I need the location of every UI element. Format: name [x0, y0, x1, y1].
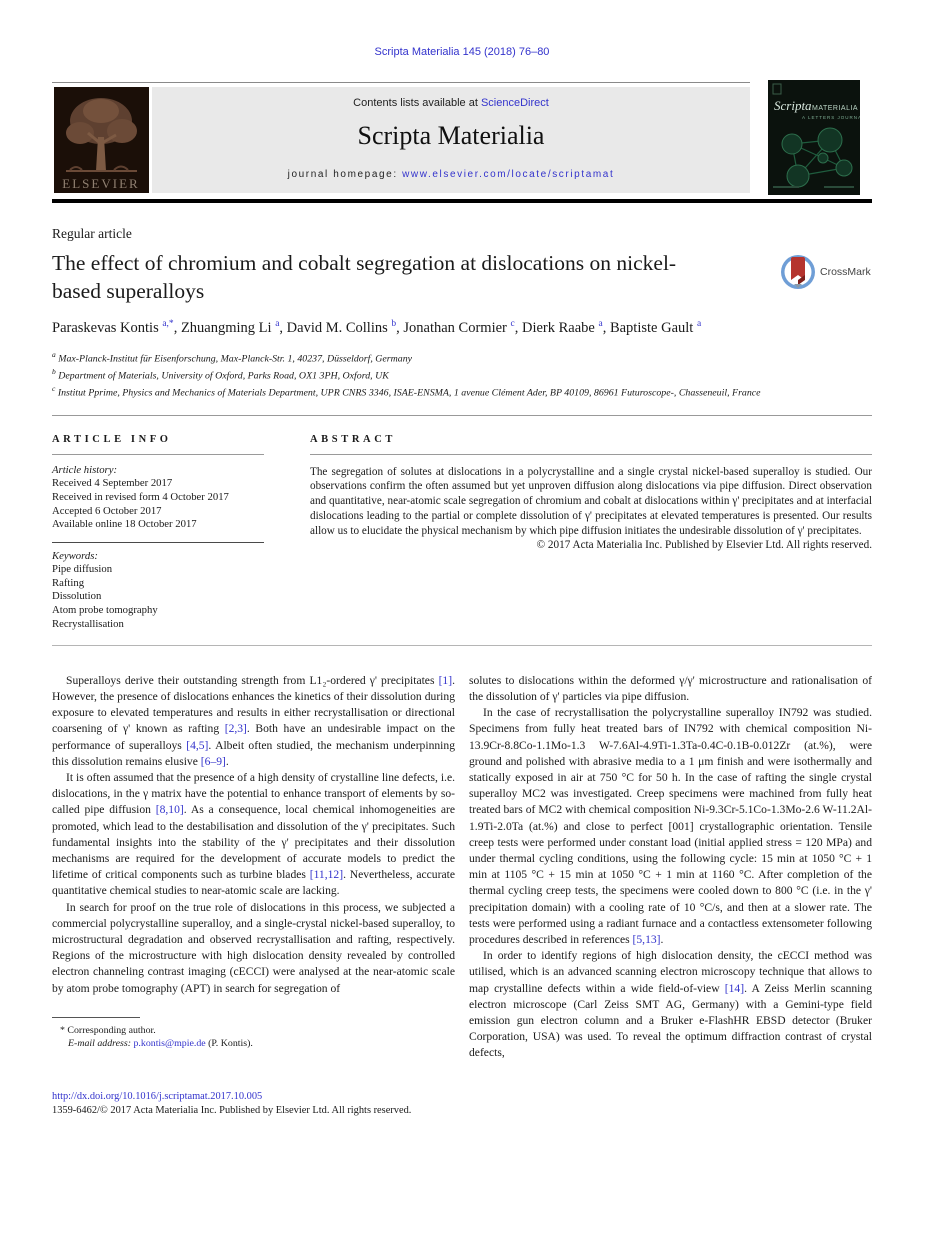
history-list: [52, 477, 264, 531]
masthead-top-rule: [52, 82, 750, 83]
homepage-label: journal homepage:: [287, 169, 398, 180]
author-affiliation-sup[interactable]: a,*: [162, 319, 174, 329]
history-item: Received 4 September 2017: [52, 477, 173, 490]
crossmark-label: CrossMark: [820, 266, 871, 278]
crossmark-badge[interactable]: [780, 254, 872, 290]
journal-citation-link[interactable]: Scripta Materialia 145 (2018) 76–80: [374, 46, 550, 58]
body-paragraph: solutes to dislocations within the deformed γ/γ' microstructure and rationalisation of the dissolution of γ' particles via pipe diffusion.: [469, 673, 872, 703]
journal-title: Scripta Materialia: [357, 121, 545, 150]
journal-cover-icon: [768, 80, 860, 195]
abstract-heading: ABSTRACT: [310, 433, 396, 445]
email-link[interactable]: p.kontis@mpie.de: [133, 1038, 206, 1050]
right-paragraphs: [469, 673, 872, 1062]
sciencedirect-link[interactable]: ScienceDirect: [480, 97, 549, 109]
affiliation-list: [52, 348, 872, 400]
masthead-graybox: [152, 87, 750, 193]
body-paragraph: In the case of recrystallisation the polycrystalline superalloy IN792 was studied. Specimens from fully heat treated bars of IN792 with chemical composition Ni-13.9Cr-8.8Co-1.1Mo-1.3 W-7.6Al-4.9Ti-1.3Ta-0.4C-0.1B-0.012Zr (at.%), were ground and polished with abrasive media to a 1 μm finish and were isothermally and statically exposed in air at 750 °C for 50 h. In the case of rafting the single crystal superalloy MC2 was investigated. Creep specimens were machined from fully heat treated bars of MC2 with chemical composition Ni-9.3Cr-5.1Co-1.3Mo-2.6 W-11.2Al-1.9Ti-2.0Ta (at.%) and close to perfect [001] crystallographic orientation. Tensile creep tests were performed under constant load (initial applied stress = 120 MPa) and under thermal cycling conditions, using the following cycle: 15 min at 1050 °C + 1 min at 1105 °C + 15 min at 1050 °C + 1 min at 1160 °C. After completion of the thermal cycling creep tests, the specimens were cooled down to 800 °C (i.e. in the γ' precipitation domain) with a cooling rate of 10 °C/s, and then at a slower rate. The tests were performed using a radiant furnace and a contactless extensometer following procedures described in references [5,13].: [469, 706, 872, 946]
author-affiliation-sup[interactable]: b: [391, 319, 397, 329]
cover-title-script: Scripta: [774, 98, 812, 113]
citation-ref[interactable]: [6–9]: [200, 754, 226, 768]
body-column-left: [52, 673, 455, 1062]
keyword-item: Dissolution: [52, 590, 102, 603]
issn-copyright-line: 1359-6462/© 2017 Acta Materialia Inc. Published by Elsevier Ltd. All rights reserved.: [52, 1105, 412, 1117]
crossmark-icon: [780, 254, 816, 290]
history-item: Available online 18 October 2017: [52, 518, 197, 531]
author-list: [52, 319, 872, 337]
citation-ref[interactable]: [5,13]: [632, 932, 661, 946]
doi-link[interactable]: http://dx.doi.org/10.1016/j.scriptamat.2017.10.005: [52, 1090, 263, 1102]
body-column-right: [469, 673, 872, 1062]
affiliation: $^c$ Institut Pprime, Physics and Mechanics of Materials Department, UPR CNRS 3346, ISAE-ENSMA, 1 avenue Clément Ader, BP 40109, 86961 Futuroscope-, Chasseneuil, France: [52, 384, 761, 399]
author-affiliation-sup[interactable]: c: [510, 319, 515, 329]
history-item: Accepted 6 October 2017: [52, 504, 162, 517]
body-paragraph: In order to identify regions of high dislocation density, the cECCI method was utilised, which is an advanced scanning electron microscopy technique that allows to map crystalline defects within a wide field-of-view [14]. A Zeiss Merlin scanning electron microscope (Carl Zeiss SMT AG, Germany) with a Gemini-type field emission gun electron column and a Bruker e-FlashHR EBSD detector (Bruker Corporation, USA) was used. To reveal the optimum diffraction contrast of crystal defects,: [469, 949, 872, 1060]
author: Jonathan Cormier $^c$,: [403, 319, 522, 336]
keywords-label: Keywords:: [52, 549, 98, 562]
article-type-label: Regular article: [52, 226, 132, 241]
author: Paraskevas Kontis $^{a,*}$,: [52, 319, 181, 336]
article-title: The effect of chromium and cobalt segregation at dislocations on nickel-based superalloys: [52, 251, 677, 303]
article-info-column: [52, 416, 264, 645]
affiliation: $^b$ Department of Materials, University of Oxford, Parks Road, OX1 3PH, Oxford, UK: [52, 367, 389, 382]
abstract-bottom-rule: [52, 645, 872, 646]
affiliation: $^a$ Max-Planck-Institut für Eisenforschung, Max-Planck-Str. 1, 40237, Düsseldorf, Germany: [52, 349, 413, 365]
body-paragraph: Superalloys derive their outstanding strength from L1₂-ordered γ' precipitates [1]. However, the presence of dislocations enhances the kinetics of their dissolution during exposure to elevated temperatures and results in either recrystallisation or directional coarsening of γ' known as rafting [2,3]. Both have an undesirable impact on the performance of superalloys [4,5]. Albeit often studied, the mechanism underpinning this dissolution remains elusive [6–9].: [52, 673, 456, 768]
citation-ref[interactable]: [8,10]: [155, 803, 184, 817]
citation-ref[interactable]: [4,5]: [186, 738, 209, 752]
email-suffix: (P. Kontis).: [208, 1038, 253, 1050]
citation-ref[interactable]: [14]: [724, 981, 745, 995]
keyword-item: Recrystallisation: [52, 617, 124, 630]
author: David M. Collins $^b$,: [286, 319, 404, 336]
article-info-heading: ARTICLE INFO: [52, 433, 172, 445]
contents-prefix: Contents lists available at: [353, 97, 478, 109]
abstract-column: [310, 416, 872, 645]
author: Baptiste Gault $^a$: [609, 319, 702, 336]
cover-subtitle: A LETTERS JOURNAL: [802, 115, 860, 120]
corresponding-author-footnote: [52, 1017, 455, 1051]
journal-cover-image: [768, 80, 860, 195]
citation-ref[interactable]: [1]: [438, 673, 453, 687]
footnote-rule: [52, 1017, 140, 1018]
citation-ref[interactable]: [2,3]: [224, 722, 247, 736]
abstract-copyright: © 2017 Acta Materialia Inc. Published by Elsevier Ltd. All rights reserved.: [536, 539, 872, 552]
author-affiliation-sup[interactable]: a: [598, 319, 603, 329]
keyword-item: Rafting: [52, 576, 85, 589]
abstract-text: The segregation of solutes at dislocations in a polycrystalline and a single crystal nickel-based superalloy is studied. Our observations confirm the often assumed but yet unproven diffusion along dislocations via pipe diffusion. Direct observation and quantitative, near-atomic scale segregation of chromium and cobalt at dislocations within γ' precipitates and at interfacial dislocations leading to the partial or complete dissolution of γ' precipitates at elevated temperatures is presented. Our results allow us to elucidate the physical mechanism by which pipe diffusion initiates the undesirable dissolution of γ' precipitates.: [310, 465, 872, 537]
history-item: Received in revised form 4 October 2017: [52, 490, 229, 503]
masthead-thick-rule: [52, 199, 872, 203]
email-line: [52, 1037, 455, 1051]
history-label: Article history:: [52, 463, 118, 476]
homepage-line: [152, 169, 750, 180]
cover-title-caps: MATERIALIA: [812, 105, 859, 112]
email-label: E-mail address:: [68, 1038, 131, 1050]
header-citation: [52, 0, 872, 58]
author: Dierk Raabe $^a$,: [521, 319, 610, 336]
author-affiliation-sup[interactable]: a: [696, 319, 702, 329]
elsevier-tree-icon: [54, 87, 149, 193]
author-affiliation-sup[interactable]: a: [275, 319, 280, 329]
citation-ref[interactable]: [11,12]: [309, 868, 344, 882]
left-paragraphs: [52, 673, 455, 997]
keywords-divider: [52, 542, 264, 543]
keyword-item: Atom probe tomography: [52, 604, 158, 617]
corresponding-author-line: * Corresponding author.: [60, 1024, 156, 1036]
elsevier-wordmark: ELSEVIER: [62, 176, 140, 191]
keywords-list: [52, 563, 264, 631]
masthead: [52, 80, 872, 197]
contents-line: [152, 87, 750, 109]
body-paragraph: In search for proof on the true role of dislocations in this process, we subjected a commercial polycrystalline superalloy, and a single-crystal nickel-based superalloy, to microstructural degradation and observed recrystallisation and rafting, respectively. Regions of the microstructure with high dislocation density revealed by controlled electron channeling contrast imaging (cECCI) were analysed at the near-atomic scale by atom probe tomography (APT) in search for segregation of: [52, 900, 455, 995]
body-paragraph: It is often assumed that the presence of a high density of crystalline line defects, i.e. dislocations, in the γ matrix have the potential to enhance transport of elements by so-called pipe diffusion [8,10]. As a consequence, local chemical inhomogeneities are promoted, which lead to the destabilisation and dissolution of the γ' precipitates. Such fundamental insights into the stability of the γ' precipitates and their dissolution mechanisms are required for the development of accurate models to predict the lifetime of critical components such as turbine blades [11,12]. Nevertheless, accurate quantitative chemical studies to near-atomic scale are lacking.: [52, 770, 455, 898]
homepage-url-link[interactable]: www.elsevier.com/locate/scriptamat: [402, 169, 615, 180]
page-footer: [52, 1090, 872, 1119]
keyword-item: Pipe diffusion: [52, 563, 113, 576]
elsevier-logo: [54, 87, 149, 193]
author: Zhuangming Li $^a$,: [180, 319, 287, 336]
